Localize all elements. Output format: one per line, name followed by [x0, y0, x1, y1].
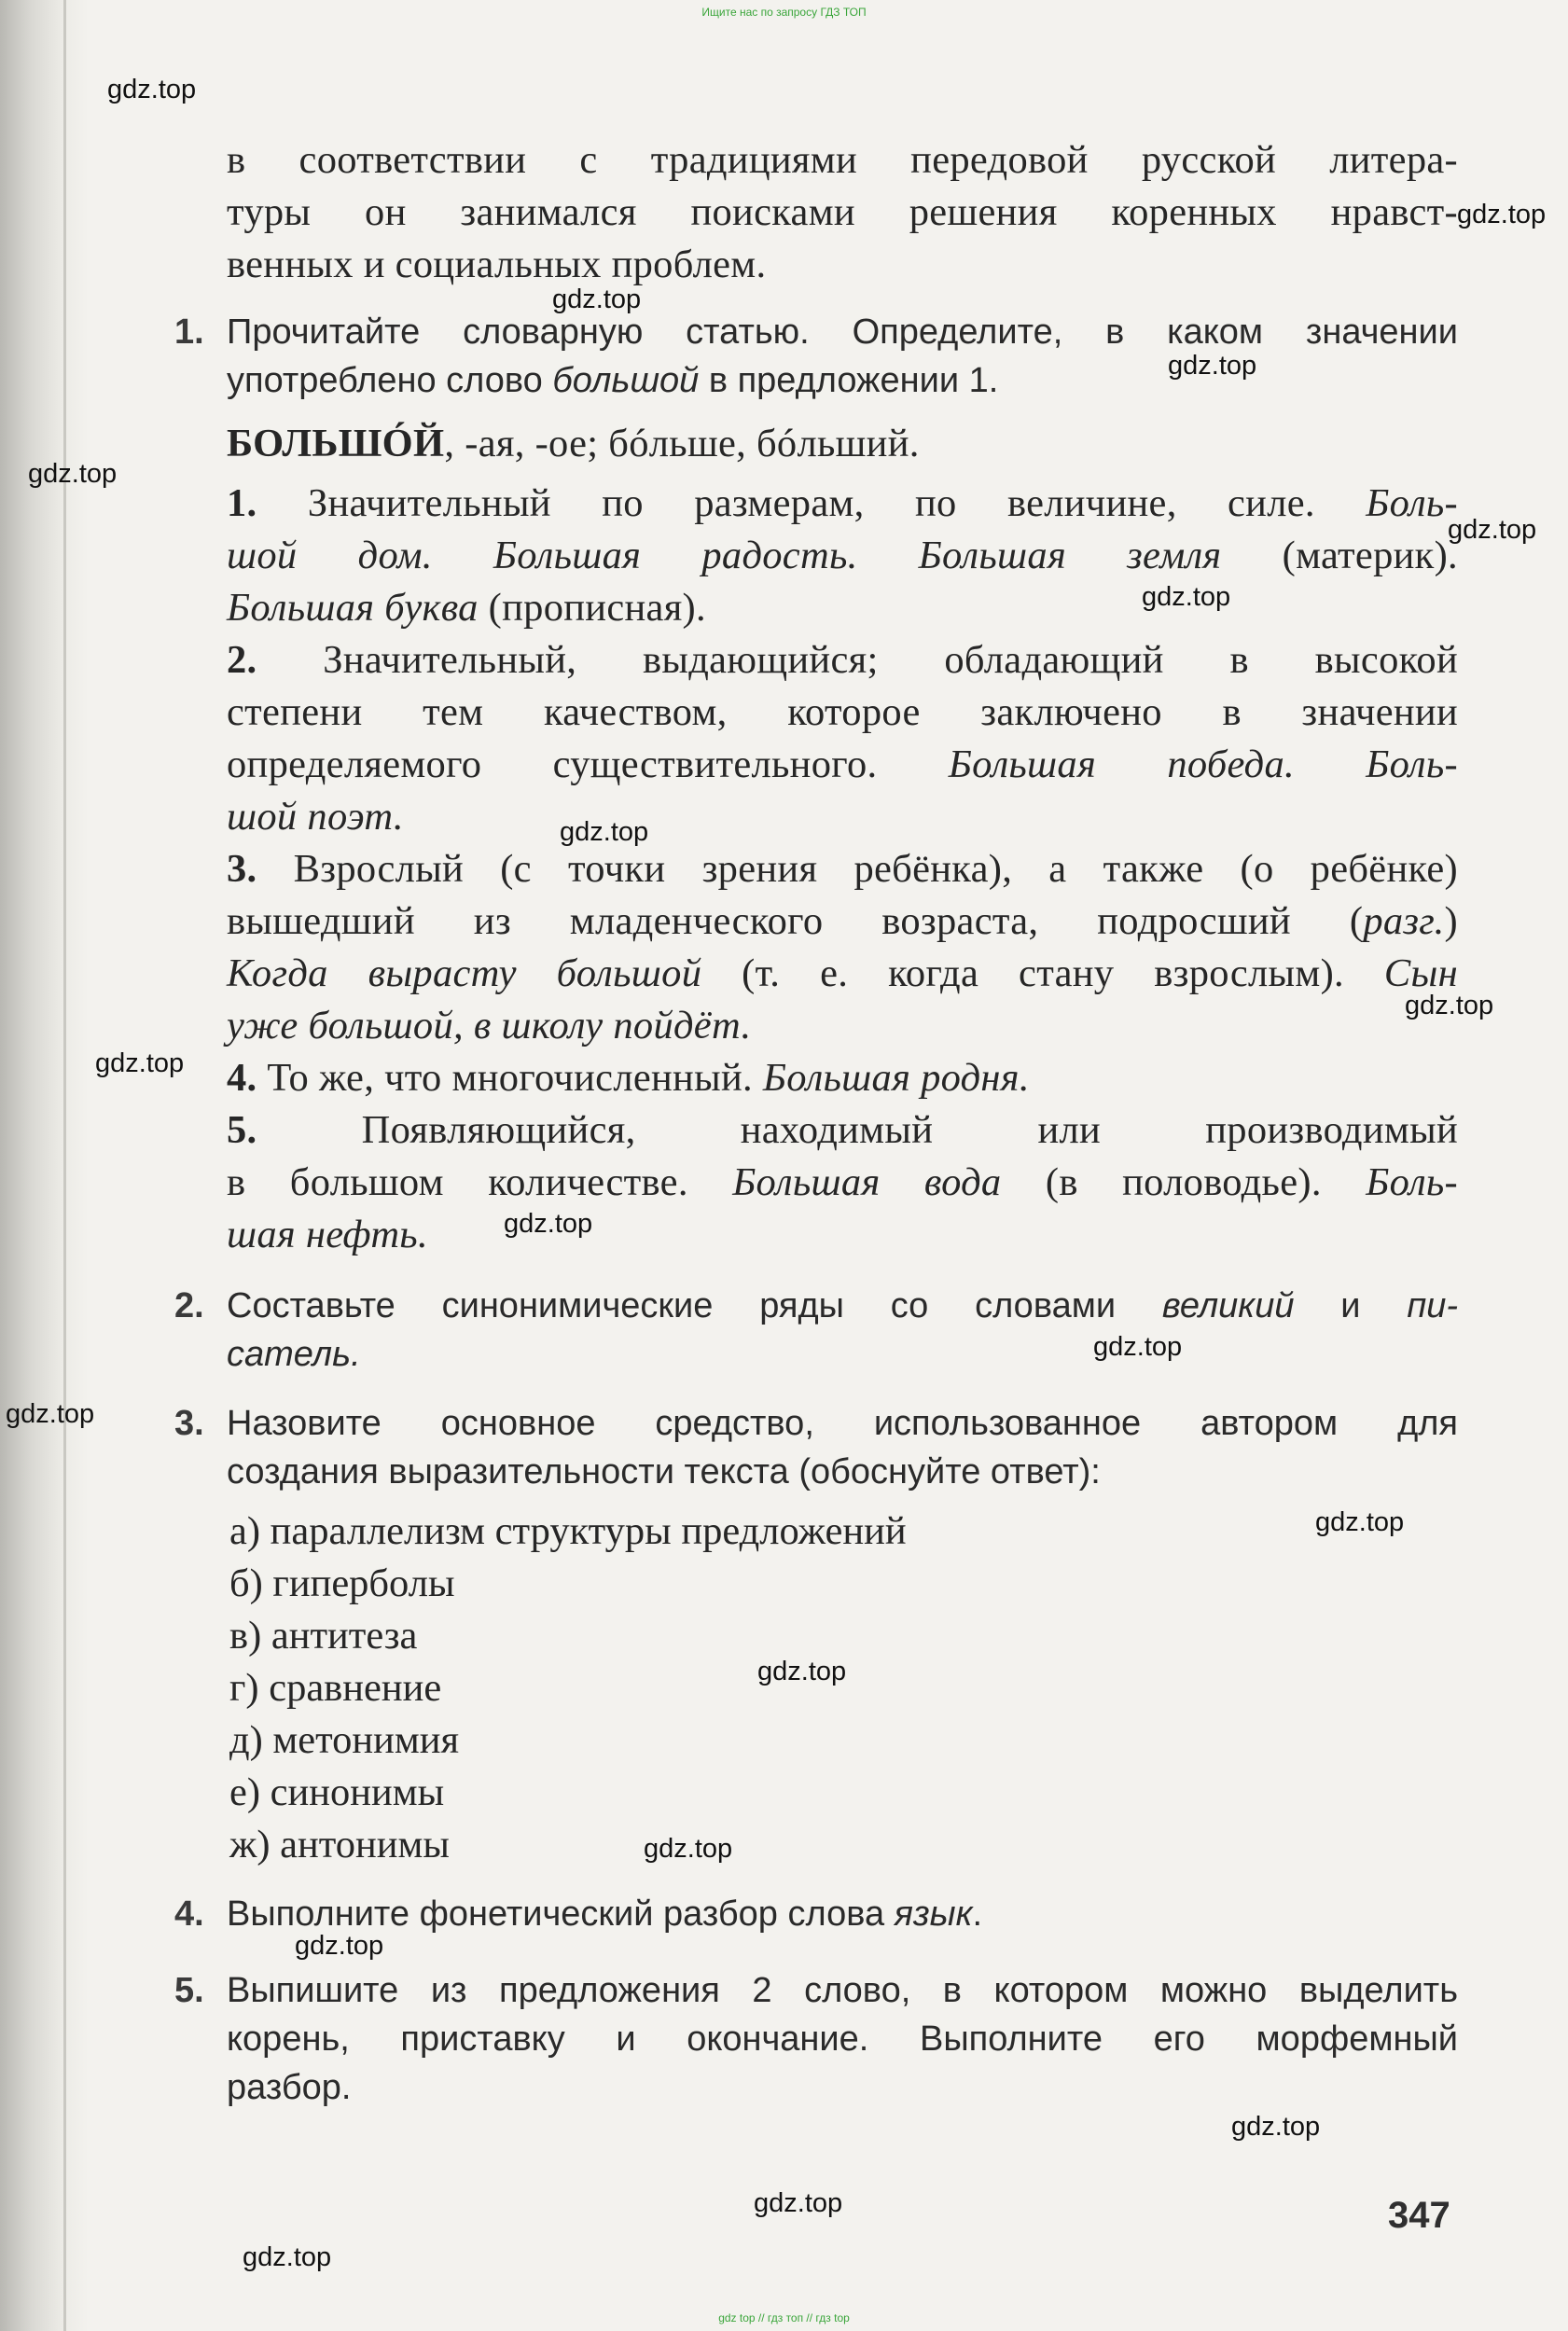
bottom-banner: gdz top // гдз топ // гдз top — [718, 2311, 850, 2324]
watermark: gdz.top — [504, 1209, 593, 1239]
task-2-line-2: сатель. — [227, 1335, 361, 1374]
watermark: gdz.top — [95, 1048, 185, 1078]
watermark: gdz.top — [1457, 200, 1547, 229]
watermark: gdz.top — [1405, 991, 1494, 1020]
task-3-option-a: а) параллелизм структуры предложений — [229, 1509, 907, 1553]
sense-5-line-2: в большом количестве. Большая вода (в половодье). Боль- — [227, 1160, 1458, 1204]
task-5-number: 5. — [174, 1971, 204, 2010]
watermark: gdz.top — [560, 817, 649, 847]
task-3-number: 3. — [174, 1404, 204, 1443]
intro-line-1: в соответствии с традициями передовой русской литера- — [227, 138, 1458, 182]
watermark: gdz.top — [1093, 1332, 1183, 1362]
watermark: gdz.top — [1168, 351, 1257, 381]
task-3-option-c: в) антитеза — [229, 1614, 418, 1658]
sense-5-line-1: 5. Появляющийся, находимый или производимый — [227, 1108, 1458, 1152]
task-5-line-1: Выпишите из предложения 2 слово, в котором можно выделить — [227, 1971, 1458, 2010]
task-3-option-g: ж) антонимы — [229, 1823, 450, 1866]
sense-4-line-1: 4. То же, что многочисленный. Большая родня. — [227, 1056, 1030, 1100]
task-5-line-2: корень, приставку и окончание. Выполните его морфемный — [227, 2019, 1458, 2059]
watermark: gdz.top — [644, 1834, 733, 1864]
sense-2-line-3: определяемого существительного. Большая победа. Боль- — [227, 742, 1458, 786]
sense-2-line-1: 2. Значительный, выдающийся; обладающий в высокой — [227, 638, 1458, 682]
sense-1-line-2: шой дом. Большая радость. Большая земля (материк). — [227, 534, 1458, 577]
sense-3-line-4: уже большой, в школу пойдёт. — [227, 1004, 752, 1048]
intro-line-2: туры он занимался поисками решения коренных нравст- — [227, 190, 1458, 234]
entry-headword-line: БОЛЬШÓЙ, -ая, -ое; бóльше, бóльший. — [227, 422, 920, 465]
entry-headword: БОЛЬШÓЙ — [227, 422, 445, 465]
sense-3-line-3: Когда вырасту большой (т. е. когда стану взрослым). Сын — [227, 951, 1458, 995]
page-number: 347 — [1388, 2195, 1450, 2236]
sense-3-line-1: 3. Взрослый (с точки зрения ребёнка), а также (о ребёнке) — [227, 847, 1458, 891]
sense-1-line-1: 1. Значительный по размерам, по величине, силе. Боль- — [227, 481, 1458, 525]
watermark: gdz.top — [1448, 515, 1537, 545]
sense-5-line-3: шая нефть. — [227, 1213, 428, 1256]
sense-1-line-3: Большая буква (прописная). — [227, 586, 706, 630]
watermark: gdz.top — [6, 1399, 95, 1429]
task-1-number: 1. — [174, 312, 204, 352]
task-3-option-b: б) гиперболы — [229, 1561, 455, 1605]
task-1-line-2: употреблено слово большой в предложении 1. — [227, 361, 999, 400]
watermark: gdz.top — [28, 459, 118, 489]
watermark: gdz.top — [107, 75, 197, 104]
sense-2-line-2: степени тем качеством, которое заключено в значении — [227, 690, 1458, 734]
intro-line-3: венных и социальных проблем. — [227, 243, 767, 286]
watermark: gdz.top — [1315, 1507, 1405, 1537]
task-1-line-1: Прочитайте словарную статью. Определите, в каком значении — [227, 312, 1458, 352]
task-3-option-d: г) сравнение — [229, 1666, 442, 1710]
task-4-number: 4. — [174, 1894, 204, 1934]
task-5-line-3: разбор. — [227, 2068, 352, 2107]
task-3-option-e: д) метонимия — [229, 1718, 460, 1762]
watermark: gdz.top — [1142, 582, 1231, 612]
task-2-number: 2. — [174, 1286, 204, 1325]
watermark: gdz.top — [754, 2188, 843, 2218]
task-2-line-1: Составьте синонимические ряды со словами великий и пи- — [227, 1286, 1459, 1325]
watermark: gdz.top — [552, 284, 642, 314]
task-4-line-1: Выполните фонетический разбор слова язык. — [227, 1894, 983, 1934]
top-banner: Ищите нас по запросу ГДЗ ТОП — [701, 6, 867, 19]
watermark: gdz.top — [757, 1657, 847, 1686]
task-3-line-1: Назовите основное средство, использованное автором для — [227, 1404, 1458, 1443]
watermark: gdz.top — [295, 1931, 384, 1961]
task-1-target-word: большой — [552, 361, 700, 400]
task-3-line-2: создания выразительности текста (обоснуйте ответ): — [227, 1452, 1101, 1492]
watermark: gdz.top — [243, 2242, 332, 2272]
sense-2-line-4: шой поэт. — [227, 795, 404, 839]
watermark: gdz.top — [1231, 2112, 1321, 2142]
book-spine-shadow — [0, 0, 89, 2331]
sense-3-line-2: вышедший из младенческого возраста, подросший (разг.) — [227, 899, 1458, 943]
task-3-option-f: е) синонимы — [229, 1770, 445, 1814]
spine-fold-line — [63, 0, 66, 2331]
